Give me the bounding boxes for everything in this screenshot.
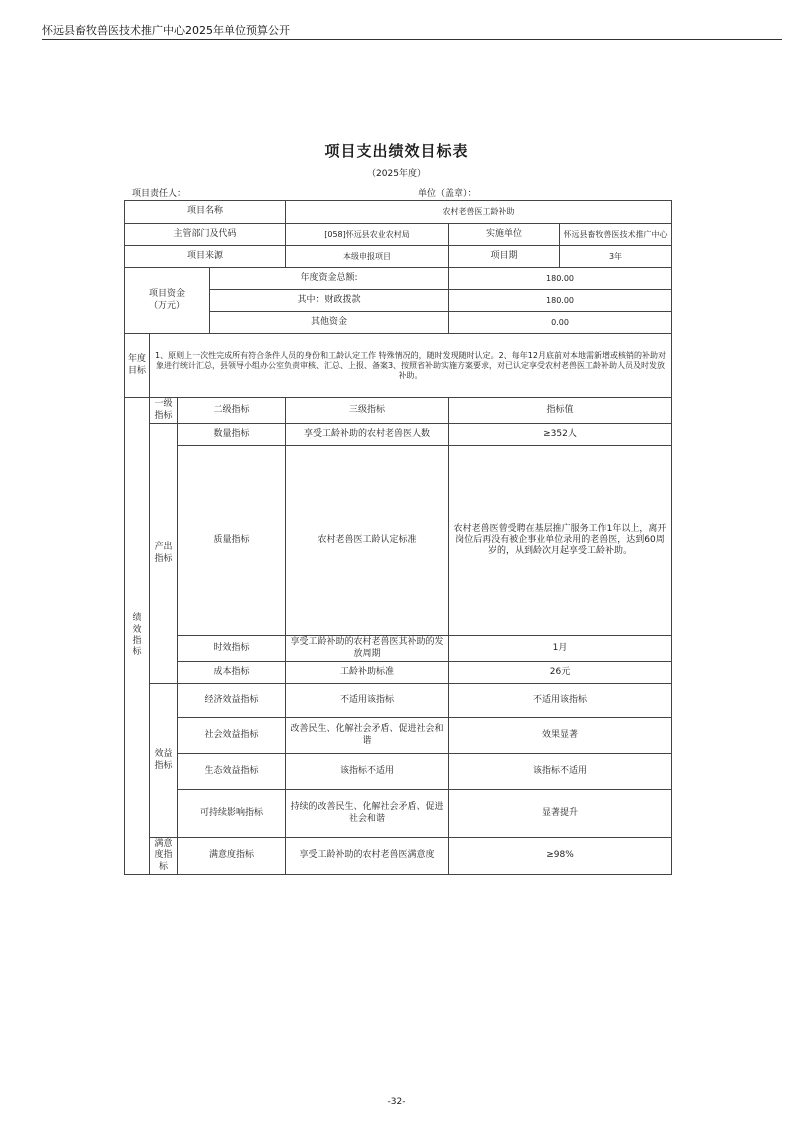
document-year: （2025年度）: [367, 169, 426, 179]
table-row: [125, 754, 672, 790]
indicator-level2: 可持续影响指标: [178, 790, 286, 838]
table-row: [125, 334, 672, 398]
indicator-level2: 时效指标: [178, 636, 286, 662]
funds-label-line2: （万元）: [148, 300, 185, 311]
fiscal-value: 180.00: [449, 290, 672, 312]
indicator-level3: 享受工龄补助的农村老兽医满意度: [286, 838, 449, 875]
annual-goal-label-line2: 目标: [128, 365, 147, 376]
annual-goal-label-line1: 年度: [128, 354, 147, 365]
indicator-level3: 持续的改善民生、化解社会矛盾、促进社会和谐: [286, 790, 449, 838]
header-divider: [42, 39, 782, 40]
indicator-value: ≥352人: [449, 424, 672, 446]
annual-total-value: 180.00: [449, 268, 672, 290]
table-row: [125, 790, 672, 838]
table-row: [125, 838, 672, 875]
indicator-value: 效果显著: [449, 718, 672, 754]
project-name-label: 项目名称: [125, 201, 286, 224]
indicator-level3: 改善民生、化解社会矛盾、促进社会和谐: [286, 718, 449, 754]
table-row: [125, 424, 672, 446]
col-header-level2: 二级指标: [178, 398, 286, 424]
indicator-value: 1月: [449, 636, 672, 662]
indicator-level2: 成本指标: [178, 662, 286, 684]
indicator-level2: 生态效益指标: [178, 754, 286, 790]
table-row: [125, 636, 672, 662]
indicator-value: 26元: [449, 662, 672, 684]
fiscal-label: 其中：财政拨款: [210, 290, 449, 312]
project-name-value: 农村老兽医工龄补助: [286, 201, 672, 224]
indicator-level3: 工龄补助标准: [286, 662, 449, 684]
benefit-indicators-label: 效益指标: [150, 684, 178, 838]
performance-indicators-label: [125, 398, 150, 875]
perf-label-char: 绩: [132, 613, 142, 624]
perf-label-char: 标: [132, 647, 142, 658]
table-row: [125, 718, 672, 754]
indicator-value: 该指标不适用: [449, 754, 672, 790]
other-funds-value: 0.00: [449, 312, 672, 334]
unit-seal-label: 单位（盖章）：: [418, 189, 477, 199]
document-title: 项目支出绩效目标表: [324, 142, 469, 160]
source-label: 项目来源: [125, 246, 286, 268]
table-row: [125, 268, 672, 290]
perf-label-char: 效: [132, 624, 142, 635]
table-row: [125, 446, 672, 636]
dept-value: [058]怀远县农业农村局: [286, 224, 449, 246]
table-row: [125, 662, 672, 684]
indicator-level2: 数量指标: [178, 424, 286, 446]
impl-unit-label: 实施单位: [449, 224, 560, 246]
period-label: 项目期: [449, 246, 560, 268]
indicator-level3: 该指标不适用: [286, 754, 449, 790]
funds-label-line1: 项目资金: [148, 289, 185, 300]
indicator-value: ≥98%: [449, 838, 672, 875]
impl-unit-value: 怀远县畜牧兽医技术推广中心: [560, 224, 672, 246]
indicator-value: 农村老兽医曾受聘在基层推广服务工作1年以上，离开岗位后再没有被企事业单位录用的老兽医，达到60周岁的，从到龄次月起享受工龄补助。: [449, 446, 672, 636]
indicator-level2: 经济效益指标: [178, 684, 286, 718]
col-header-level3: 三级指标: [286, 398, 449, 424]
output-indicators-label: 产出指标: [150, 424, 178, 684]
performance-target-table: [124, 200, 672, 875]
indicator-level3: 享受工龄补助的农村老兽医其补助的发放周期: [286, 636, 449, 662]
indicator-level3: 农村老兽医工龄认定标准: [286, 446, 449, 636]
dept-label: 主管部门及代码: [125, 224, 286, 246]
table-row: [125, 224, 672, 246]
table-row: [125, 684, 672, 718]
table-row: [125, 398, 672, 424]
indicator-level3: 不适用该指标: [286, 684, 449, 718]
indicator-level2: 社会效益指标: [178, 718, 286, 754]
other-funds-label: 其他资金: [210, 312, 449, 334]
responsible-person-label: 项目责任人：: [132, 189, 187, 199]
period-value: 3年: [560, 246, 672, 268]
col-header-value: 指标值: [449, 398, 672, 424]
source-value: 本级申报项目: [286, 246, 449, 268]
indicator-value: 不适用该指标: [449, 684, 672, 718]
indicator-level2: 满意度指标: [178, 838, 286, 875]
satisfaction-indicators-label: 满意度指标: [150, 838, 178, 875]
indicator-level2: 质量指标: [178, 446, 286, 636]
table-row: [125, 201, 672, 224]
annual-goal-text: 1、原则上一次性完成所有符合条件人员的身份和工龄认定工作 特殊情况的，随时发现随时认定。2、每年12月底前对本地需新增或核销的补助对象进行统计汇总，县领导小组办公室负责审核、汇总、上报、备案3、按照省补助实施方案要求，对已认定享受农村老兽医工龄补助人员及时发放补助。: [150, 334, 672, 398]
page-header-title: 怀远县畜牧兽医技术推广中心2025年单位预算公开: [42, 24, 290, 37]
funds-label: [125, 268, 210, 334]
perf-label-char: 指: [132, 635, 142, 646]
table-row: [125, 246, 672, 268]
indicator-value: 显著提升: [449, 790, 672, 838]
indicator-level3: 享受工龄补助的农村老兽医人数: [286, 424, 449, 446]
annual-total-label: 年度资金总额:: [210, 268, 449, 290]
annual-goal-label: [125, 334, 150, 398]
col-header-level1: 一级指标: [150, 398, 178, 424]
page-number: -32-: [387, 1097, 406, 1107]
